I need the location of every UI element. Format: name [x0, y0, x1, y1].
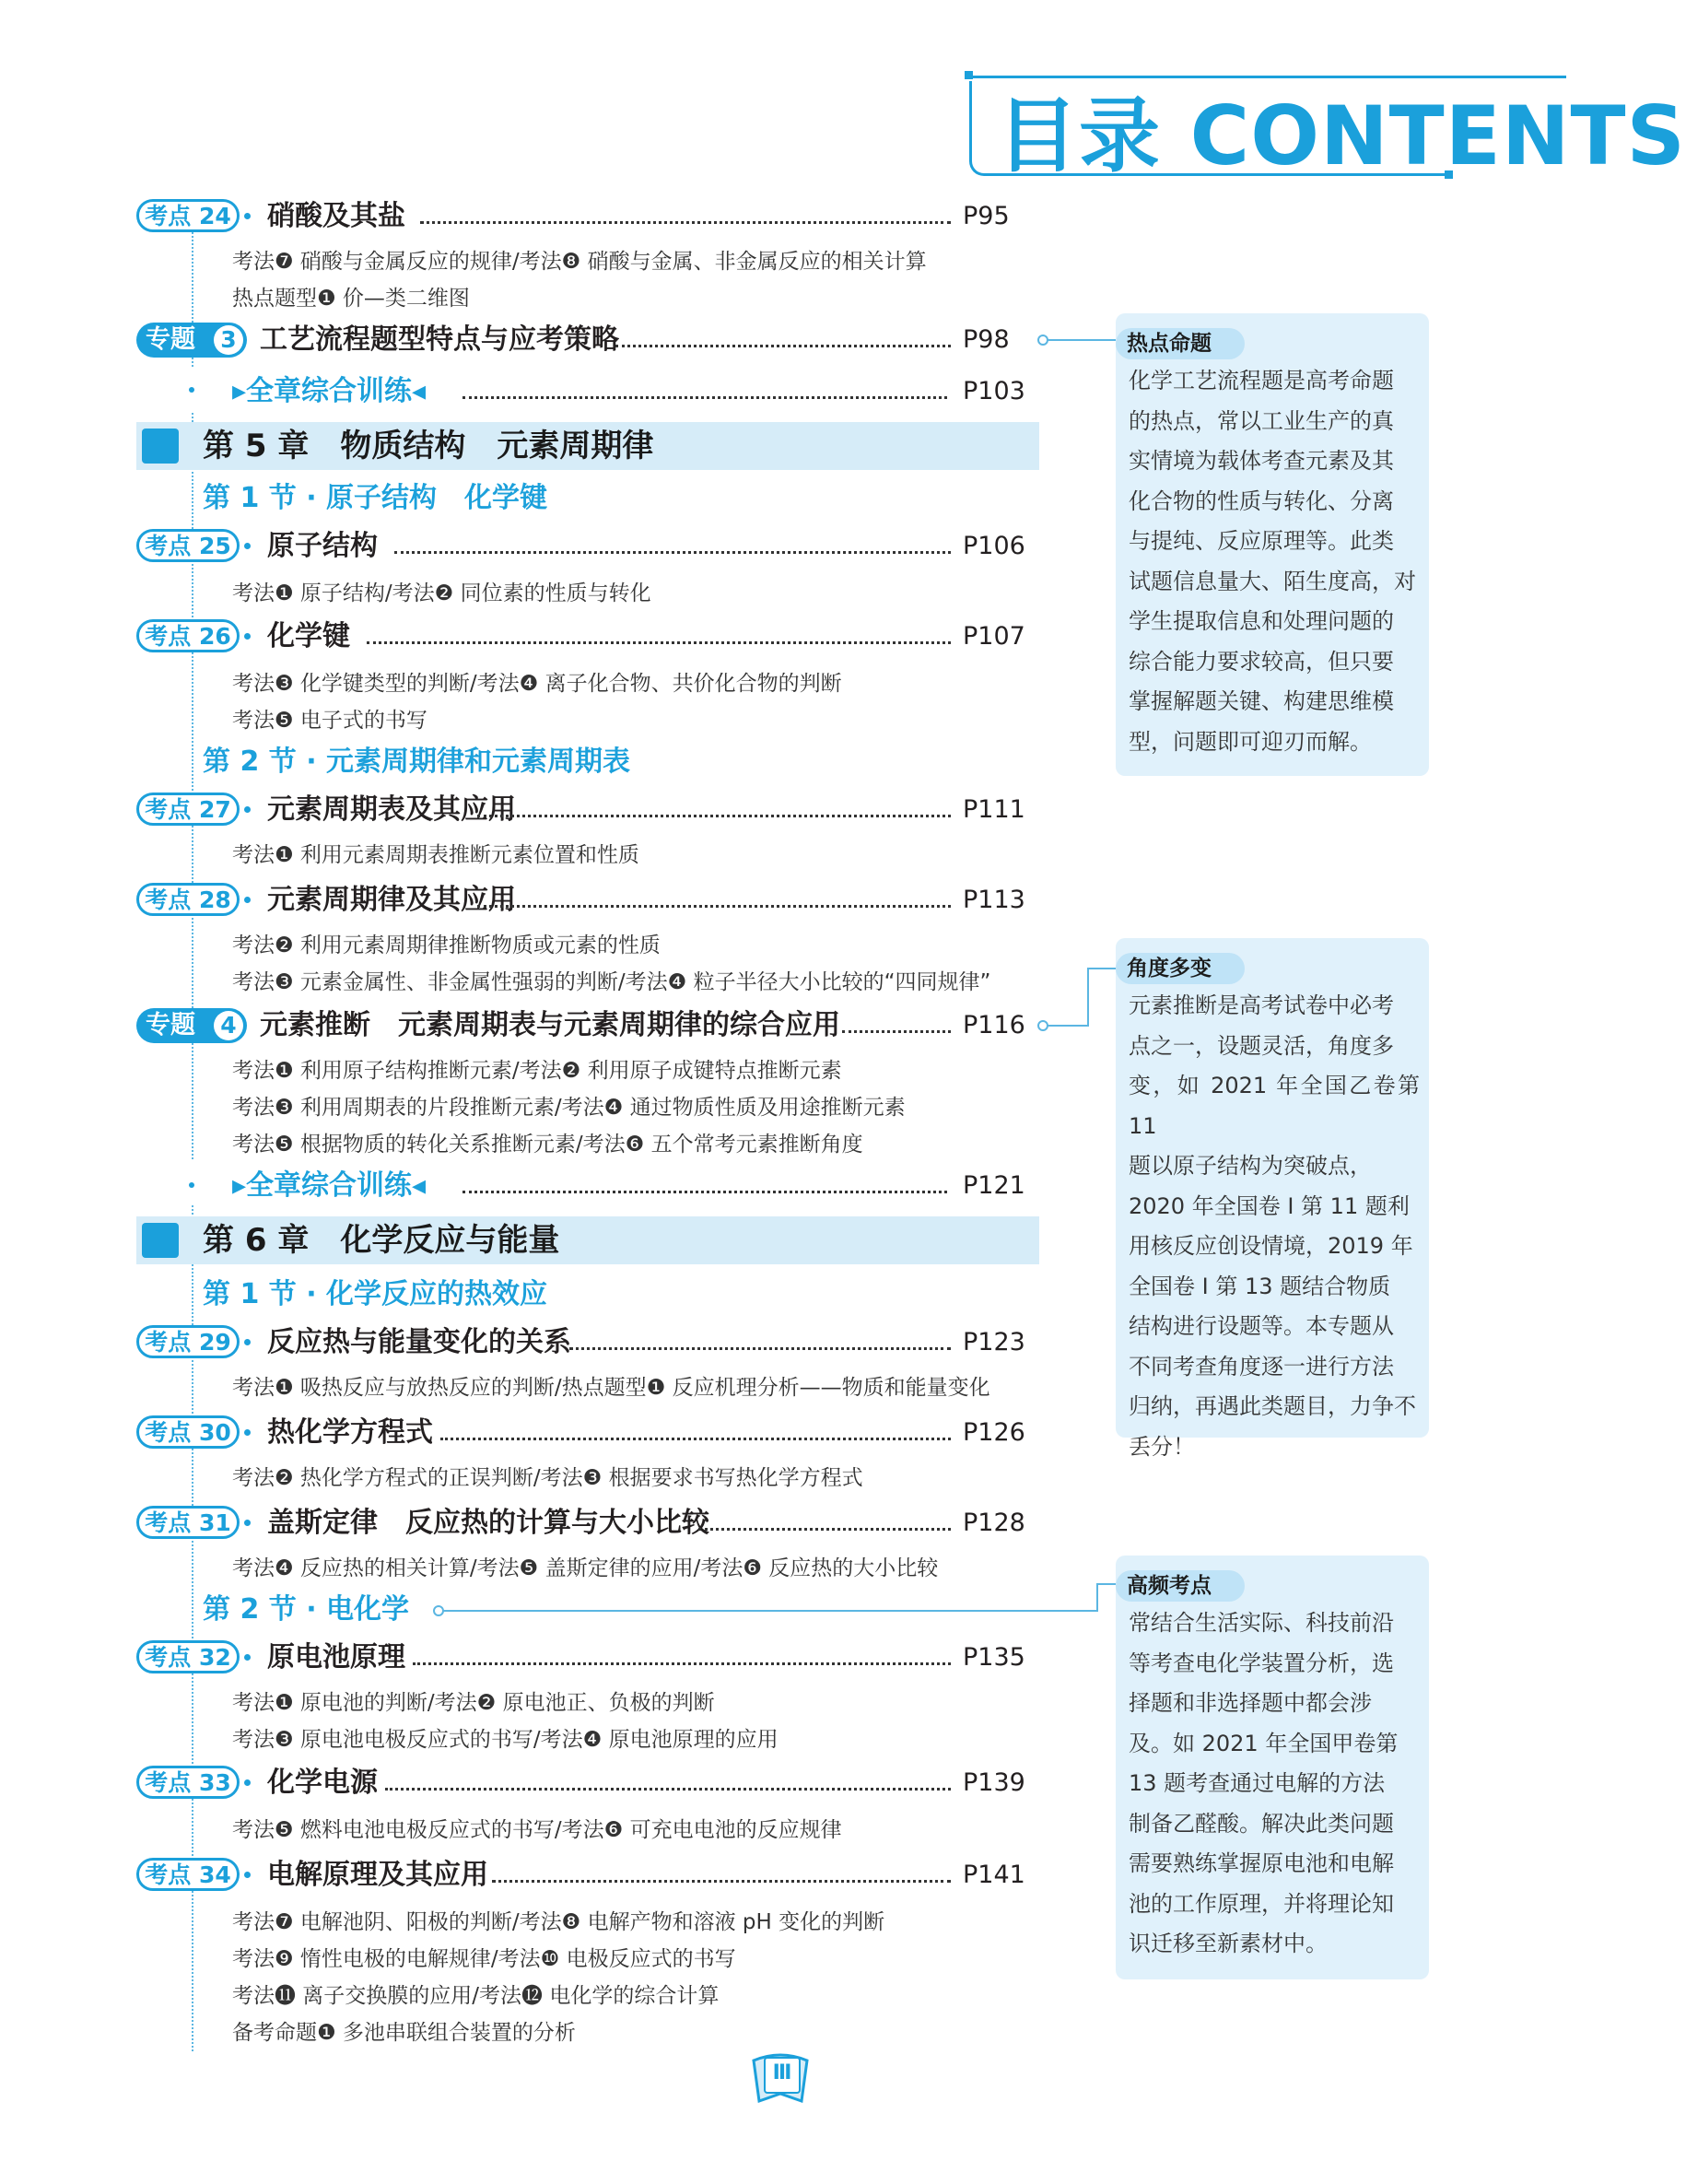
zhuanti-number: 4	[214, 1011, 243, 1040]
leader-dots	[394, 551, 951, 554]
badge-dot	[244, 897, 251, 903]
method-line: 考法❶ 原电池的判断/考法❷ 原电池正、负极的判断	[232, 1691, 715, 1715]
kaodian-badge: 考点 26	[136, 619, 240, 652]
page-number: P113	[963, 886, 1025, 914]
side-note-line: 不同考查角度逐一进行方法	[1129, 1353, 1394, 1380]
page-title: 目录 CONTENTS	[997, 88, 1686, 183]
zhuanti-badge	[136, 1008, 247, 1043]
method-line: 考法❶ 利用元素周期表推断元素位置和性质	[232, 843, 639, 867]
side-note-line: 择题和非选择题中都会涉	[1129, 1690, 1372, 1716]
side-note-line: 学生提取信息和处理问题的	[1129, 608, 1394, 634]
side-note-box	[1116, 938, 1429, 1460]
method-line: 考法❸ 原电池电极反应式的书写/考法❹ 原电池原理的应用	[232, 1728, 779, 1752]
training-title: ▸全章综合训练◂	[232, 1169, 427, 1202]
kaodian-badge: 考点 34	[136, 1858, 240, 1891]
badge-dot	[244, 806, 251, 813]
toc-entry-title: 盖斯定律 反应热的计算与大小比较	[267, 1507, 709, 1539]
side-note-line: 需要熟练掌握原电池和电解	[1129, 1850, 1394, 1876]
page-number: P139	[963, 1768, 1025, 1797]
side-note-line: 常结合生活实际、科技前沿	[1129, 1610, 1394, 1636]
badge-dot	[244, 1429, 251, 1436]
leader-dots	[462, 396, 947, 399]
page-number: P123	[963, 1328, 1025, 1356]
leader-dots	[440, 1438, 951, 1440]
toc-entry-title: 化学电源	[267, 1767, 378, 1799]
toc-entry-title: 原电池原理	[267, 1641, 405, 1673]
kaodian-badge: 考点 30	[136, 1415, 240, 1449]
toc-entry-title: 电解原理及其应用	[267, 1859, 488, 1891]
page-number: P98	[963, 325, 1010, 354]
badge-dot	[244, 1339, 251, 1345]
connector-line	[1045, 1025, 1087, 1027]
side-note-line: 结构进行设题等。本专题从	[1129, 1313, 1394, 1339]
side-note-line: 13 题考查通过电解的方法	[1129, 1770, 1386, 1796]
side-note-line: 归纳，再遇此类题目，力争不	[1129, 1393, 1416, 1419]
kaodian-badge: 考点 25	[136, 529, 240, 562]
side-note-line: 等考查电化学装置分析，选	[1129, 1650, 1394, 1676]
connector-line	[1087, 968, 1116, 969]
kaodian-badge: 考点 27	[136, 793, 240, 826]
page-number: P106	[963, 532, 1025, 560]
toc-entry-title: 热化学方程式	[267, 1416, 433, 1449]
kaodian-badge: 考点 24	[136, 199, 240, 232]
kaodian-badge: 考点 32	[136, 1640, 240, 1673]
leader-dots	[367, 641, 951, 644]
connector-line	[1096, 1583, 1116, 1585]
kaodian-badge: 考点 33	[136, 1766, 240, 1799]
chapter-icon	[142, 1223, 179, 1258]
side-note-line: 2020 年全国卷 Ⅰ 第 11 题利	[1129, 1192, 1410, 1219]
kaodian-badge: 考点 31	[136, 1506, 240, 1539]
timeline-dot	[189, 1182, 194, 1188]
method-line: 考法❾ 惰性电极的电解规律/考法❿ 电极反应式的书写	[232, 1947, 736, 1971]
section-title: 第 1 节 · 化学反应的热效应	[203, 1278, 548, 1310]
chapter-header	[136, 422, 1039, 470]
side-note-title: 角度多变	[1116, 953, 1245, 984]
connector-dot	[1037, 335, 1048, 346]
chapter-header	[136, 1216, 1039, 1264]
side-note-body	[1129, 986, 1420, 1467]
connector-line	[1096, 1583, 1098, 1612]
side-note-line: 丢分！	[1129, 1433, 1195, 1460]
zhuanti-label: 专题	[146, 1011, 195, 1039]
method-line: 考法❺ 电子式的书写	[232, 709, 427, 733]
method-line: 热点题型❶ 价—类二维图	[232, 287, 470, 311]
zhuanti-label: 专题	[146, 325, 195, 354]
side-note-line: 题以原子结构为突破点，	[1129, 1153, 1372, 1179]
side-note-line: 的热点，常以工业生产的真	[1129, 407, 1394, 434]
side-note-line: 实情境为载体考查元素及其	[1129, 448, 1394, 474]
side-note-box	[1116, 313, 1429, 776]
side-note-line: 化合物的性质与转化、分离	[1129, 487, 1394, 514]
zhuanti-badge	[136, 323, 247, 358]
leader-dots	[569, 1347, 951, 1350]
chapter-title: 第 6 章 化学反应与能量	[203, 1222, 560, 1259]
section-title: 第 2 节 · 元素周期律和元素周期表	[203, 746, 631, 778]
leader-dots	[413, 1662, 951, 1665]
toc-entry-title: 反应热与能量变化的关系	[267, 1326, 571, 1358]
chapter-icon	[142, 429, 179, 464]
side-note-line: 用核反应创设情境，2019 年	[1129, 1233, 1413, 1259]
page-number: P128	[963, 1509, 1025, 1537]
leader-dots	[462, 1191, 947, 1193]
side-note-body	[1129, 1603, 1420, 1965]
side-note-line: 掌握解题关键、构建思维模	[1129, 688, 1394, 714]
side-note-title: 热点命题	[1116, 328, 1245, 359]
connector-dot	[1037, 1020, 1048, 1031]
leader-dots	[477, 905, 951, 908]
page-number: P116	[963, 1011, 1025, 1039]
connector-line	[440, 1610, 1098, 1612]
method-line: 考法⓫ 离子交换膜的应用/考法⓬ 电化学的综合计算	[232, 1984, 720, 2008]
toc-entry-title: 元素周期表及其应用	[267, 793, 516, 826]
connector-dot	[433, 1605, 444, 1616]
method-line: 考法❸ 利用周期表的片段推断元素/考法❹ 通过物质性质及用途推断元素	[232, 1096, 906, 1120]
leader-dots	[420, 221, 951, 224]
chapter-title: 第 5 章 物质结构 元素周期律	[203, 428, 654, 464]
method-line: 考法❶ 吸热反应与放热反应的判断/热点题型❶ 反应机理分析——物质和能量变化	[232, 1376, 990, 1400]
side-note-line: 识迁移至新素材中。	[1129, 1931, 1328, 1956]
training-title: ▸全章综合训练◂	[232, 375, 427, 407]
side-note-line: 制备乙醛酸。解决此类问题	[1129, 1810, 1394, 1837]
side-note-body	[1129, 361, 1420, 762]
toc-entry-title: 原子结构	[267, 530, 378, 562]
side-note-line: 及。如 2021 年全国甲卷第	[1129, 1730, 1399, 1756]
page-number: P135	[963, 1643, 1025, 1672]
badge-dot	[244, 213, 251, 219]
page-number: P107	[963, 622, 1025, 651]
leader-dots	[615, 345, 951, 347]
method-line: 考法❺ 燃料电池电极反应式的书写/考法❻ 可充电电池的反应规律	[232, 1818, 842, 1842]
leader-dots	[842, 1030, 951, 1033]
page-number: P111	[963, 795, 1025, 824]
header-corner-square	[965, 71, 973, 79]
toc-entry-title: 元素推断 元素周期表与元素周期律的综合应用	[260, 1009, 840, 1041]
page-number: P95	[963, 202, 1010, 230]
leader-dots	[477, 815, 951, 817]
toc-entry-title: 化学键	[267, 620, 350, 652]
badge-dot	[244, 633, 251, 640]
timeline-dot	[189, 387, 194, 393]
side-note-line: 型，问题即可迎刃而解。	[1129, 728, 1372, 755]
page-number: P121	[963, 1171, 1025, 1200]
toc-entry-title: 硝酸及其盐	[267, 200, 405, 232]
toc-entry-title: 工艺流程题型特点与应考策略	[260, 323, 619, 356]
badge-dot	[244, 1872, 251, 1878]
method-line: 考法❼ 硝酸与金属反应的规律/考法❽ 硝酸与金属、非金属反应的相关计算	[232, 250, 927, 274]
side-note-line: 池的工作原理，并将理论知	[1129, 1890, 1394, 1917]
badge-dot	[244, 1654, 251, 1661]
page-number-footer: Ⅲ	[764, 2057, 801, 2094]
badge-dot	[244, 543, 251, 549]
side-note-line: 试题信息量大、陌生度高，对	[1129, 568, 1416, 594]
connector-line	[1045, 339, 1116, 341]
method-line: 考法❺ 根据物质的转化关系推断元素/考法❻ 五个常考元素推断角度	[232, 1133, 863, 1157]
page-number: P141	[963, 1861, 1025, 1889]
leader-dots	[492, 1880, 951, 1883]
side-note-line: 化学工艺流程题是高考命题	[1129, 368, 1394, 393]
method-line: 备考命题❶ 多池串联组合装置的分析	[232, 2021, 576, 2045]
section-title: 第 2 节 · 电化学	[203, 1593, 410, 1626]
method-line: 考法❶ 原子结构/考法❷ 同位素的性质与转化	[232, 581, 651, 605]
connector-line	[1087, 968, 1089, 1027]
method-line: 考法❸ 元素金属性、非金属性强弱的判断/考法❹ 粒子半径大小比较的“四同规律”	[232, 970, 991, 994]
badge-dot	[244, 1520, 251, 1526]
side-note-box	[1116, 1556, 1429, 1979]
leader-dots	[385, 1788, 951, 1791]
method-line: 考法❹ 反应热的相关计算/考法❺ 盖斯定律的应用/考法❻ 反应热的大小比较	[232, 1556, 939, 1580]
method-line: 考法❸ 化学键类型的判断/考法❹ 离子化合物、共价化合物的判断	[232, 672, 842, 696]
method-line: 考法❷ 热化学方程式的正误判断/考法❸ 根据要求书写热化学方程式	[232, 1466, 863, 1490]
method-line: 考法❷ 利用元素周期律推断物质或元素的性质	[232, 933, 661, 957]
kaodian-badge: 考点 29	[136, 1325, 240, 1358]
section-title: 第 1 节 · 原子结构 化学键	[203, 482, 548, 514]
side-note-line: 全国卷 Ⅰ 第 13 题结合物质	[1129, 1273, 1391, 1299]
side-note-line: 元素推断是高考试卷中必考	[1129, 992, 1394, 1018]
side-note-line: 综合能力要求较高，但只要	[1129, 648, 1394, 675]
zhuanti-number: 3	[214, 325, 243, 355]
leader-dots	[698, 1528, 951, 1531]
side-note-line: 点之一，设题灵活，角度多	[1129, 1032, 1394, 1059]
kaodian-badge: 考点 28	[136, 883, 240, 916]
side-note-title: 高频考点	[1116, 1570, 1245, 1602]
page-number: P126	[963, 1418, 1025, 1447]
method-line: 考法❶ 利用原子结构推断元素/考法❷ 利用原子成键特点推断元素	[232, 1059, 842, 1083]
page-number: P103	[963, 377, 1025, 405]
side-note-line: 与提纯、反应原理等。此类	[1129, 528, 1394, 554]
side-note-line: 变，如 2021 年全国乙卷第 11	[1129, 1073, 1420, 1139]
toc-entry-title: 元素周期律及其应用	[267, 884, 516, 916]
method-line: 考法❼ 电解池阴、阳极的判断/考法❽ 电解产物和溶液 pH 变化的判断	[232, 1910, 885, 1934]
badge-dot	[244, 1779, 251, 1786]
